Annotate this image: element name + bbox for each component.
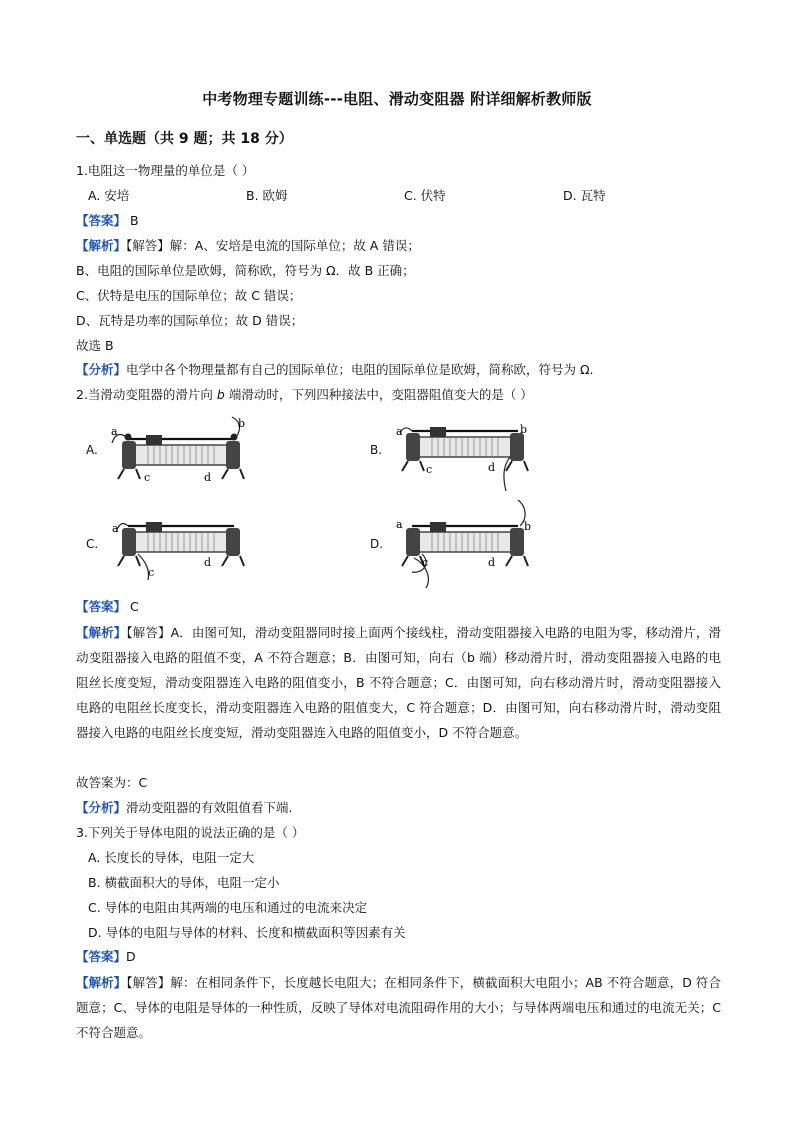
figure-label-b: B. [370, 443, 383, 457]
analysis-sub-tag: 【解答】 [126, 238, 170, 253]
q1-option-b: B. 欧姆 [246, 188, 288, 203]
analysis-tag: 【解析】 [76, 238, 127, 253]
answer-tag: 【答案】 [76, 949, 127, 964]
q2-stem-part: 2.当滑动变阻器的滑片向 [76, 387, 217, 402]
rheostat-figure-b [392, 415, 542, 493]
figure-label-a: A. [86, 443, 98, 457]
q1-explain-2: B、电阻的国际单位是欧姆，简称欧，符号为 Ω．故 B 正确； [76, 263, 415, 278]
q1-option-d: D. 瓦特 [563, 188, 606, 203]
q3-answer [76, 948, 136, 966]
rheostat-figure-c [108, 510, 258, 588]
q1-answer [76, 212, 139, 230]
answer-tag: 【答案】 [76, 599, 127, 614]
q2-conclusion: 故答案为：C [76, 775, 148, 790]
terminal-d-label: d [204, 471, 212, 484]
q2-answer [76, 598, 139, 616]
note-tag: 【分析】 [76, 362, 127, 377]
q1-explain-4: D、瓦特是功率的国际单位；故 D 错误； [76, 313, 304, 328]
note-tag: 【分析】 [76, 800, 127, 815]
q3-option-d: D. 导体的电阻与导体的材料、长度和横截面积等因素有关 [88, 925, 406, 940]
terminal-c-label: c [422, 556, 429, 569]
section-heading: 一、单选题（共 9 题；共 18 分） [76, 131, 293, 147]
q3-option-c: C. 导体的电阻由其两端的电压和通过的电流来决定 [88, 900, 368, 915]
rheostat-figure-d [392, 498, 542, 590]
q2-answer-value: C [130, 599, 139, 614]
figure-label-c: C. [86, 537, 99, 551]
q1-explain-1 [76, 237, 420, 255]
q2-stem-italic: b [216, 387, 225, 402]
q2-explain [76, 620, 721, 745]
terminal-b-label: b [238, 417, 246, 430]
q2-note [76, 799, 293, 817]
q3-explain [76, 970, 721, 1045]
terminal-a-label: a [396, 425, 403, 438]
rheostat-figure-a [108, 415, 258, 493]
analysis-tag: 【解析】 [76, 975, 127, 990]
q3-option-b: B. 横截面积大的导体，电阻一定小 [88, 875, 280, 890]
terminal-c-label: c [148, 566, 155, 579]
terminal-d-label: d [204, 556, 212, 569]
question-1-stem: 1.电阻这一物理量的单位是（ ） [76, 163, 255, 178]
terminal-c-label: c [144, 471, 151, 484]
q1-explain-text: 解：A、安培是电流的国际单位；故 A 错误； [169, 238, 420, 253]
page-title: 中考物理专题训练---电阻、滑动变阻器 附详细解析教师版 [202, 90, 592, 108]
q1-note [76, 361, 594, 379]
terminal-a-label: a [111, 425, 118, 438]
terminal-c-label: c [426, 463, 433, 476]
q2-explain-text: A．由图可知，滑动变阻器同时接上面两个接线柱，滑动变阻器接入电路的电阻为零，移动滑片，滑动变阻器接入电路的阻值不变，A 不符合题意；B．由图可知，向右（b 端）移动滑片时，滑动变阻器接入电路的电阻丝长度变短，滑动变阻器连入电路的阻值变小，B 不符合题意；C．由图可知，向右移动滑片时，滑动变阻器接入电路的电阻丝长度变长，滑动变阻器连入电路的阻值变大，C 符合题意；D．由图可知，向右移动滑片时，滑动变阻器接入电路的电阻丝长度变短，滑动变阻器连入电路的阻值变小，D 不符合题意。 [76, 625, 721, 740]
q1-answer-value: B [130, 213, 139, 228]
q1-explain-5: 故选 B [76, 338, 114, 353]
terminal-a-label: a [396, 518, 403, 531]
q2-note-text: 滑动变阻器的有效阻值看下端. [126, 800, 293, 815]
answer-tag: 【答案】 [76, 213, 127, 228]
q1-option-a: A. 安培 [88, 188, 130, 203]
q3-explain-text: 解：在相同条件下，长度越长电阻大；在相同条件下，横截面积大电阻小；AB 不符合题意，D 符合题意；C、导体的电阻是导体的一种性质，反映了导体对电流阻碍作用的大小；与导体两端电压和通过的电流无关；C 不符合题意。 [76, 975, 721, 1040]
terminal-d-label: d [488, 556, 496, 569]
analysis-sub-tag: 【解答】 [126, 625, 171, 640]
q1-explain-3: C、伏特是电压的国际单位；故 C 错误； [76, 288, 302, 303]
analysis-sub-tag: 【解答】 [126, 975, 171, 990]
q1-note-text: 电学中各个物理量都有自己的国际单位；电阻的国际单位是欧姆，简称欧，符号为 Ω. [126, 362, 594, 377]
q2-stem-part: 端滑动时，下列四种接法中，变阻器阻值变大的是（ ） [224, 387, 533, 402]
question-2-stem [76, 386, 533, 404]
terminal-b-label: b [524, 520, 532, 533]
q3-answer-value: D [126, 949, 136, 964]
terminal-a-label: a [112, 522, 119, 535]
analysis-tag: 【解析】 [76, 625, 127, 640]
terminal-b-label: b [520, 423, 528, 436]
terminal-d-label: d [488, 461, 496, 474]
q3-option-a: A. 长度长的导体，电阻一定大 [88, 850, 255, 865]
question-3-stem: 3.下列关于导体电阻的说法正确的是（ ） [76, 825, 305, 840]
figure-label-d: D. [370, 537, 384, 551]
q1-option-c: C. 伏特 [404, 188, 446, 203]
